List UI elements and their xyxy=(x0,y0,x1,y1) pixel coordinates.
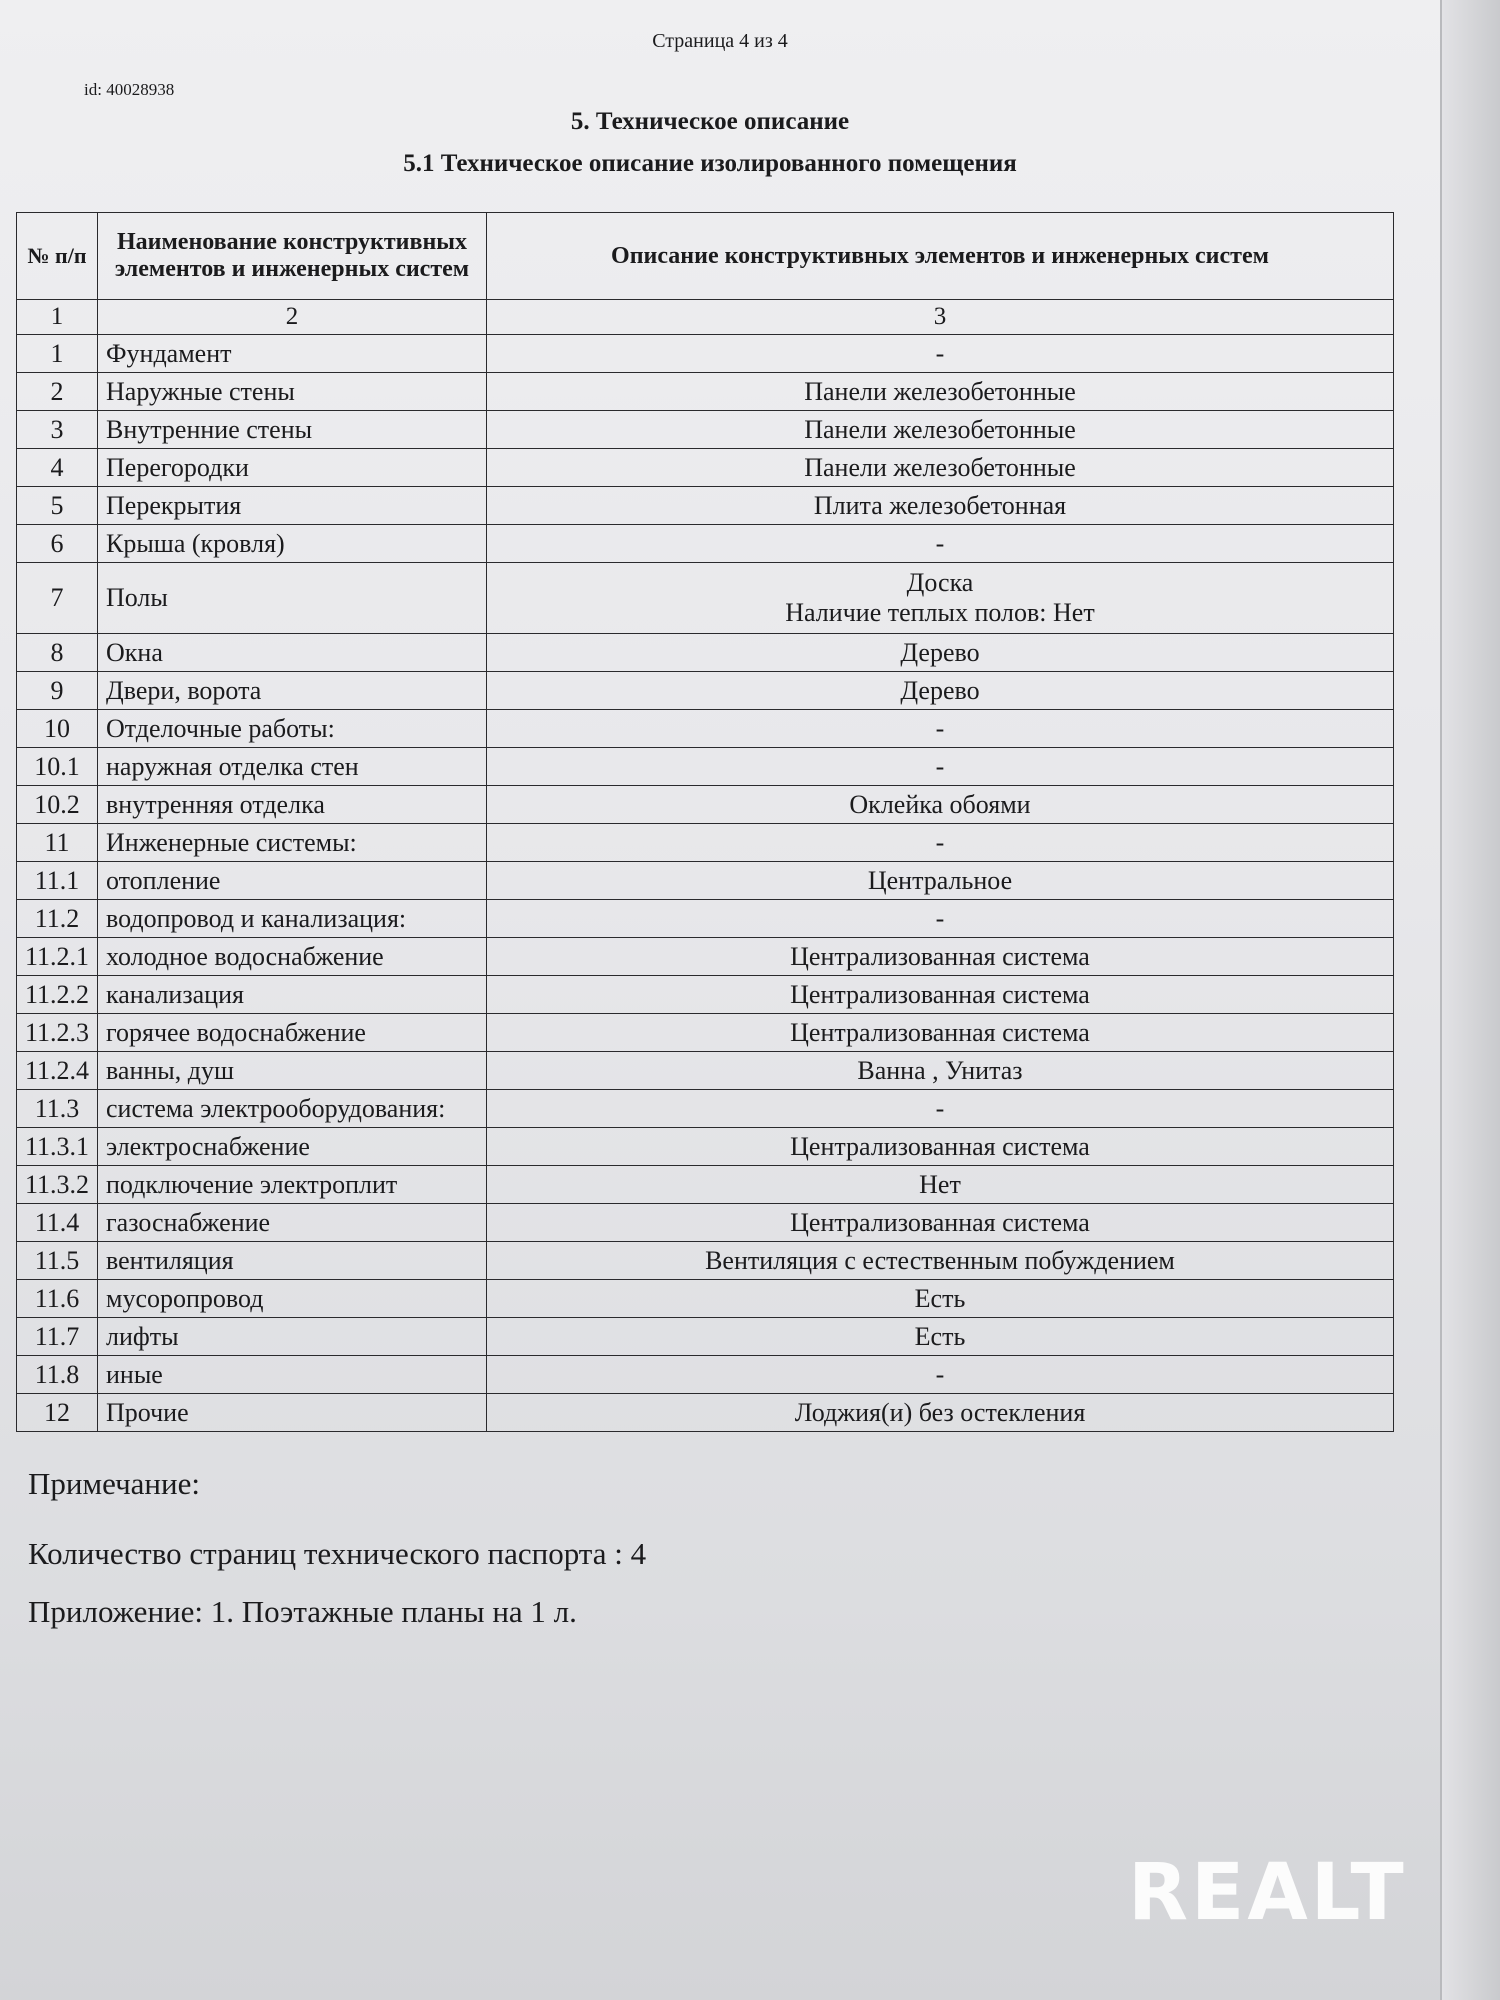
row-number: 11.2.3 xyxy=(17,1014,98,1052)
row-element-name: Крыша (кровля) xyxy=(98,525,487,563)
table-row xyxy=(17,824,1394,862)
row-description: Дерево xyxy=(487,672,1394,710)
row-description: - xyxy=(487,1356,1394,1394)
row-element-name: мусоропровод xyxy=(98,1280,487,1318)
index-cell: 3 xyxy=(487,300,1394,335)
row-number: 11.2.1 xyxy=(17,938,98,976)
row-number: 7 xyxy=(17,563,98,634)
row-number: 11.4 xyxy=(17,1204,98,1242)
row-element-name: наружная отделка стен xyxy=(98,748,487,786)
row-description: Централизованная система xyxy=(487,1204,1394,1242)
table-row xyxy=(17,335,1394,373)
row-description-line: Наличие теплых полов: Нет xyxy=(785,598,1095,627)
header-name: Наименование конструктивных элементов и инженерных систем xyxy=(98,213,487,300)
row-element-name: иные xyxy=(98,1356,487,1394)
row-description: Центральное xyxy=(487,862,1394,900)
row-description: Вентиляция с естественным побуждением xyxy=(487,1242,1394,1280)
table-header-row xyxy=(17,213,1394,300)
header-desc: Описание конструктивных элементов и инженерных систем xyxy=(487,213,1394,300)
row-number: 1 xyxy=(17,335,98,373)
row-element-name: Окна xyxy=(98,634,487,672)
table-row xyxy=(17,1242,1394,1280)
row-element-name: Наружные стены xyxy=(98,373,487,411)
row-description: - xyxy=(487,1090,1394,1128)
row-element-name: ванны, душ xyxy=(98,1052,487,1090)
row-element-name: Внутренние стены xyxy=(98,411,487,449)
table-row xyxy=(17,634,1394,672)
row-number: 11.6 xyxy=(17,1280,98,1318)
row-description: Ванна , Унитаз xyxy=(487,1052,1394,1090)
table-row xyxy=(17,1166,1394,1204)
row-element-name: газоснабжение xyxy=(98,1204,487,1242)
row-number: 10.1 xyxy=(17,748,98,786)
row-description: Централизованная система xyxy=(487,1128,1394,1166)
row-description: Есть xyxy=(487,1318,1394,1356)
table-row xyxy=(17,748,1394,786)
row-description: Есть xyxy=(487,1280,1394,1318)
row-number: 8 xyxy=(17,634,98,672)
table-row xyxy=(17,373,1394,411)
table-row xyxy=(17,862,1394,900)
row-description-line: Доска xyxy=(906,568,974,597)
row-number: 11.1 xyxy=(17,862,98,900)
table-row xyxy=(17,786,1394,824)
table-row xyxy=(17,1280,1394,1318)
row-number: 11.2.4 xyxy=(17,1052,98,1090)
row-element-name: Полы xyxy=(98,563,487,634)
row-number: 11 xyxy=(17,824,98,862)
pages-count: Количество страниц технического паспорта : 4 xyxy=(28,1536,647,1571)
row-number: 2 xyxy=(17,373,98,411)
row-element-name: Фундамент xyxy=(98,335,487,373)
row-element-name: электроснабжение xyxy=(98,1128,487,1166)
index-cell: 1 xyxy=(17,300,98,335)
row-description xyxy=(487,563,1394,634)
row-number: 11.5 xyxy=(17,1242,98,1280)
row-number: 6 xyxy=(17,525,98,563)
row-element-name: водопровод и канализация: xyxy=(98,900,487,938)
row-element-name: подключение электроплит xyxy=(98,1166,487,1204)
table-row xyxy=(17,1204,1394,1242)
table-row xyxy=(17,1090,1394,1128)
row-number: 11.3.1 xyxy=(17,1128,98,1166)
row-description: Лоджия(и) без остекления xyxy=(487,1394,1394,1432)
row-element-name: внутренняя отделка xyxy=(98,786,487,824)
appendix: Приложение: 1. Поэтажные планы на 1 л. xyxy=(28,1594,577,1629)
row-description: Централизованная система xyxy=(487,1014,1394,1052)
row-element-name: вентиляция xyxy=(98,1242,487,1280)
table-row xyxy=(17,1014,1394,1052)
technical-description-table xyxy=(16,212,1394,1432)
header-num: № п/п xyxy=(17,213,98,300)
row-description: Панели железобетонные xyxy=(487,449,1394,487)
row-element-name: Отделочные работы: xyxy=(98,710,487,748)
row-description: Централизованная система xyxy=(487,976,1394,1014)
row-element-name: канализация xyxy=(98,976,487,1014)
row-element-name: Инженерные системы: xyxy=(98,824,487,862)
row-description: - xyxy=(487,824,1394,862)
table-row xyxy=(17,672,1394,710)
row-description: Нет xyxy=(487,1166,1394,1204)
row-number: 11.3.2 xyxy=(17,1166,98,1204)
note-label: Примечание: xyxy=(28,1466,200,1501)
row-element-name: Прочие xyxy=(98,1394,487,1432)
row-description: - xyxy=(487,900,1394,938)
section-title: 5. Техническое описание xyxy=(570,108,850,135)
table-row xyxy=(17,1128,1394,1166)
table-row xyxy=(17,449,1394,487)
page-edge xyxy=(1442,0,1500,2000)
table-row xyxy=(17,487,1394,525)
row-number: 10 xyxy=(17,710,98,748)
row-number: 4 xyxy=(17,449,98,487)
page-number: Страница 4 из 4 xyxy=(652,30,788,52)
row-number: 11.7 xyxy=(17,1318,98,1356)
row-element-name: Перекрытия xyxy=(98,487,487,525)
row-description: - xyxy=(487,525,1394,563)
index-cell: 2 xyxy=(98,300,487,335)
row-description: Панели железобетонные xyxy=(487,373,1394,411)
table-row xyxy=(17,525,1394,563)
row-number: 12 xyxy=(17,1394,98,1432)
row-element-name: лифты xyxy=(98,1318,487,1356)
table-row xyxy=(17,710,1394,748)
row-description: - xyxy=(487,748,1394,786)
row-description: Централизованная система xyxy=(487,938,1394,976)
table-row xyxy=(17,1394,1394,1432)
table-row xyxy=(17,1318,1394,1356)
row-number: 3 xyxy=(17,411,98,449)
row-description: Плита железобетонная xyxy=(487,487,1394,525)
row-element-name: Перегородки xyxy=(98,449,487,487)
row-number: 5 xyxy=(17,487,98,525)
row-number: 11.2.2 xyxy=(17,976,98,1014)
row-number: 11.3 xyxy=(17,1090,98,1128)
row-element-name: отопление xyxy=(98,862,487,900)
subsection-title: 5.1 Техническое описание изолированного помещения xyxy=(403,150,1017,177)
table-row xyxy=(17,1052,1394,1090)
table-row xyxy=(17,976,1394,1014)
row-description: Панели железобетонные xyxy=(487,411,1394,449)
table-row xyxy=(17,900,1394,938)
document-id: id: 40028938 xyxy=(84,80,175,99)
table-row xyxy=(17,938,1394,976)
row-number: 9 xyxy=(17,672,98,710)
column-index-row xyxy=(17,300,1394,335)
realt-watermark-logo: REALT xyxy=(1128,1848,1407,1938)
row-description: Оклейка обоями xyxy=(487,786,1394,824)
table-row xyxy=(17,411,1394,449)
row-description: - xyxy=(487,335,1394,373)
row-number: 11.8 xyxy=(17,1356,98,1394)
row-number: 10.2 xyxy=(17,786,98,824)
row-description: Дерево xyxy=(487,634,1394,672)
row-element-name: холодное водоснабжение xyxy=(98,938,487,976)
row-element-name: система электрооборудования: xyxy=(98,1090,487,1128)
table-row xyxy=(17,1356,1394,1394)
row-description: - xyxy=(487,710,1394,748)
row-number: 11.2 xyxy=(17,900,98,938)
table-row xyxy=(17,563,1394,634)
row-element-name: горячее водоснабжение xyxy=(98,1014,487,1052)
row-element-name: Двери, ворота xyxy=(98,672,487,710)
